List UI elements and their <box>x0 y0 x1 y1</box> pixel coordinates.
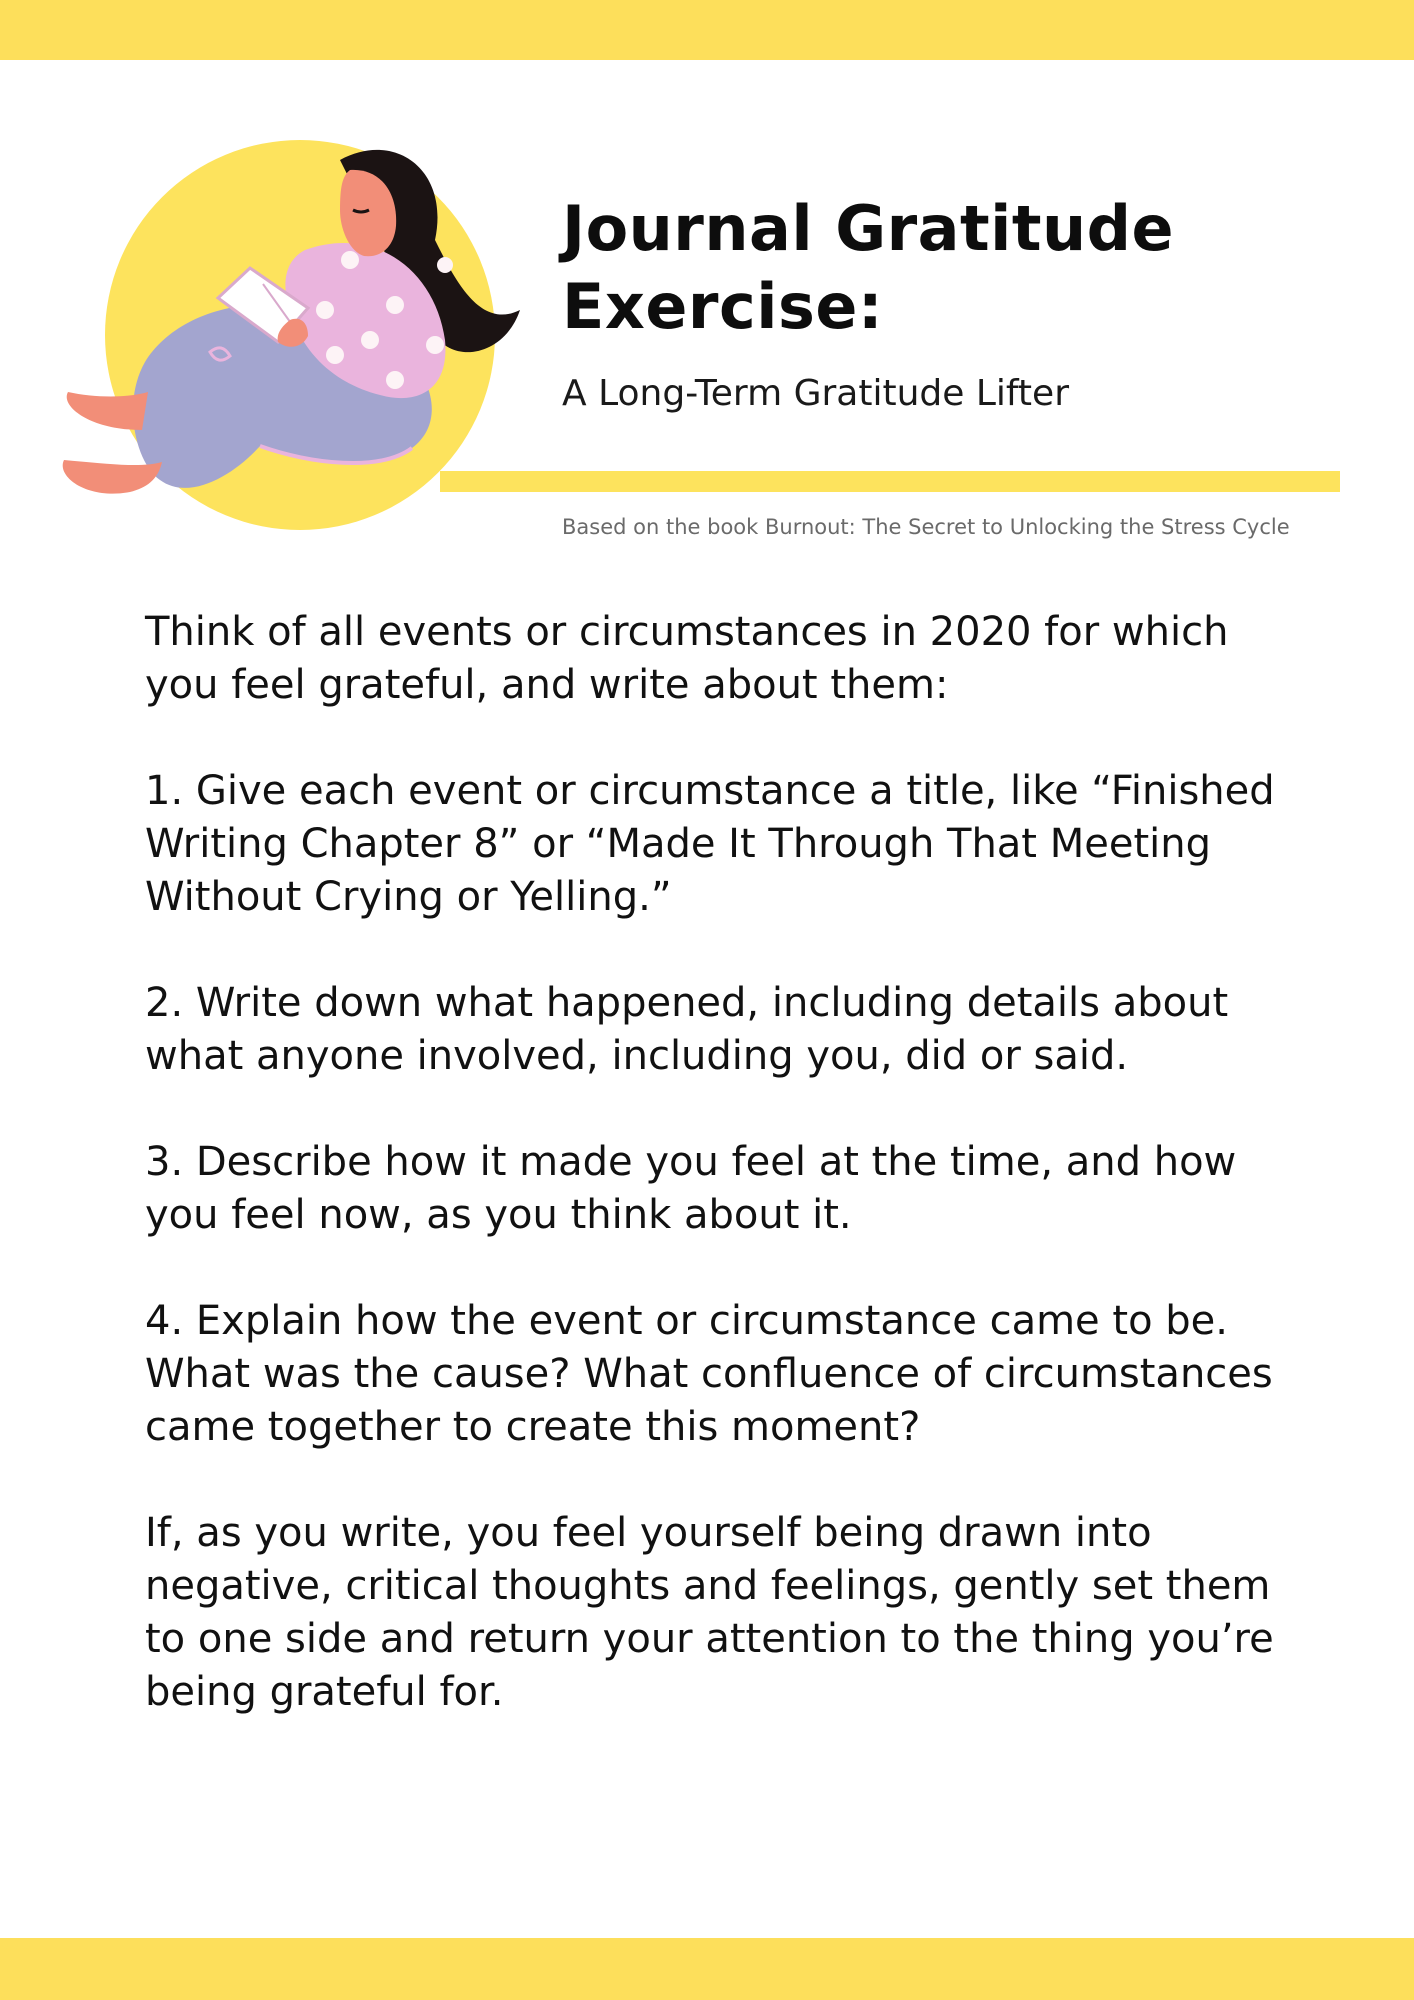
title-line-2: Exercise: <box>562 270 884 343</box>
left-foot <box>67 392 148 430</box>
top-yellow-band <box>0 0 1414 60</box>
yellow-divider-rule <box>440 471 1340 492</box>
closing-paragraph: If, as you write, you feel yourself being drawn into negative, critical thoughts and feelings, gently set them to one side and return your attention to the thing you’re being grateful for. <box>145 1510 1274 1715</box>
right-foot <box>63 460 162 494</box>
source-note: Based on the book Burnout: The Secret to Unlocking the Stress Cycle <box>562 515 1290 539</box>
step-2: 2. Write down what happened, including details about what anyone involved, including you, did or said. <box>145 980 1229 1079</box>
page-subtitle: A Long-Term Gratitude Lifter <box>562 373 1069 414</box>
bottom-yellow-band <box>0 1938 1414 2000</box>
exercise-instructions <box>145 606 1295 1719</box>
step-4: 4. Explain how the event or circumstance came to be. What was the cause? What confluence of circumstances came together to create this moment? <box>145 1298 1273 1450</box>
step-3: 3. Describe how it made you feel at the time, and how you feel now, as you think about it. <box>145 1139 1237 1238</box>
intro-paragraph: Think of all events or circumstances in 2020 for which you feel grateful, and write about them: <box>145 609 1229 708</box>
page-title <box>562 190 1342 346</box>
step-1: 1. Give each event or circumstance a title, like “Finished Writing Chapter 8” or “Made It Through That Meeting Without Crying or Yelling.” <box>145 768 1275 920</box>
title-line-1: Journal Gratitude <box>562 192 1175 265</box>
